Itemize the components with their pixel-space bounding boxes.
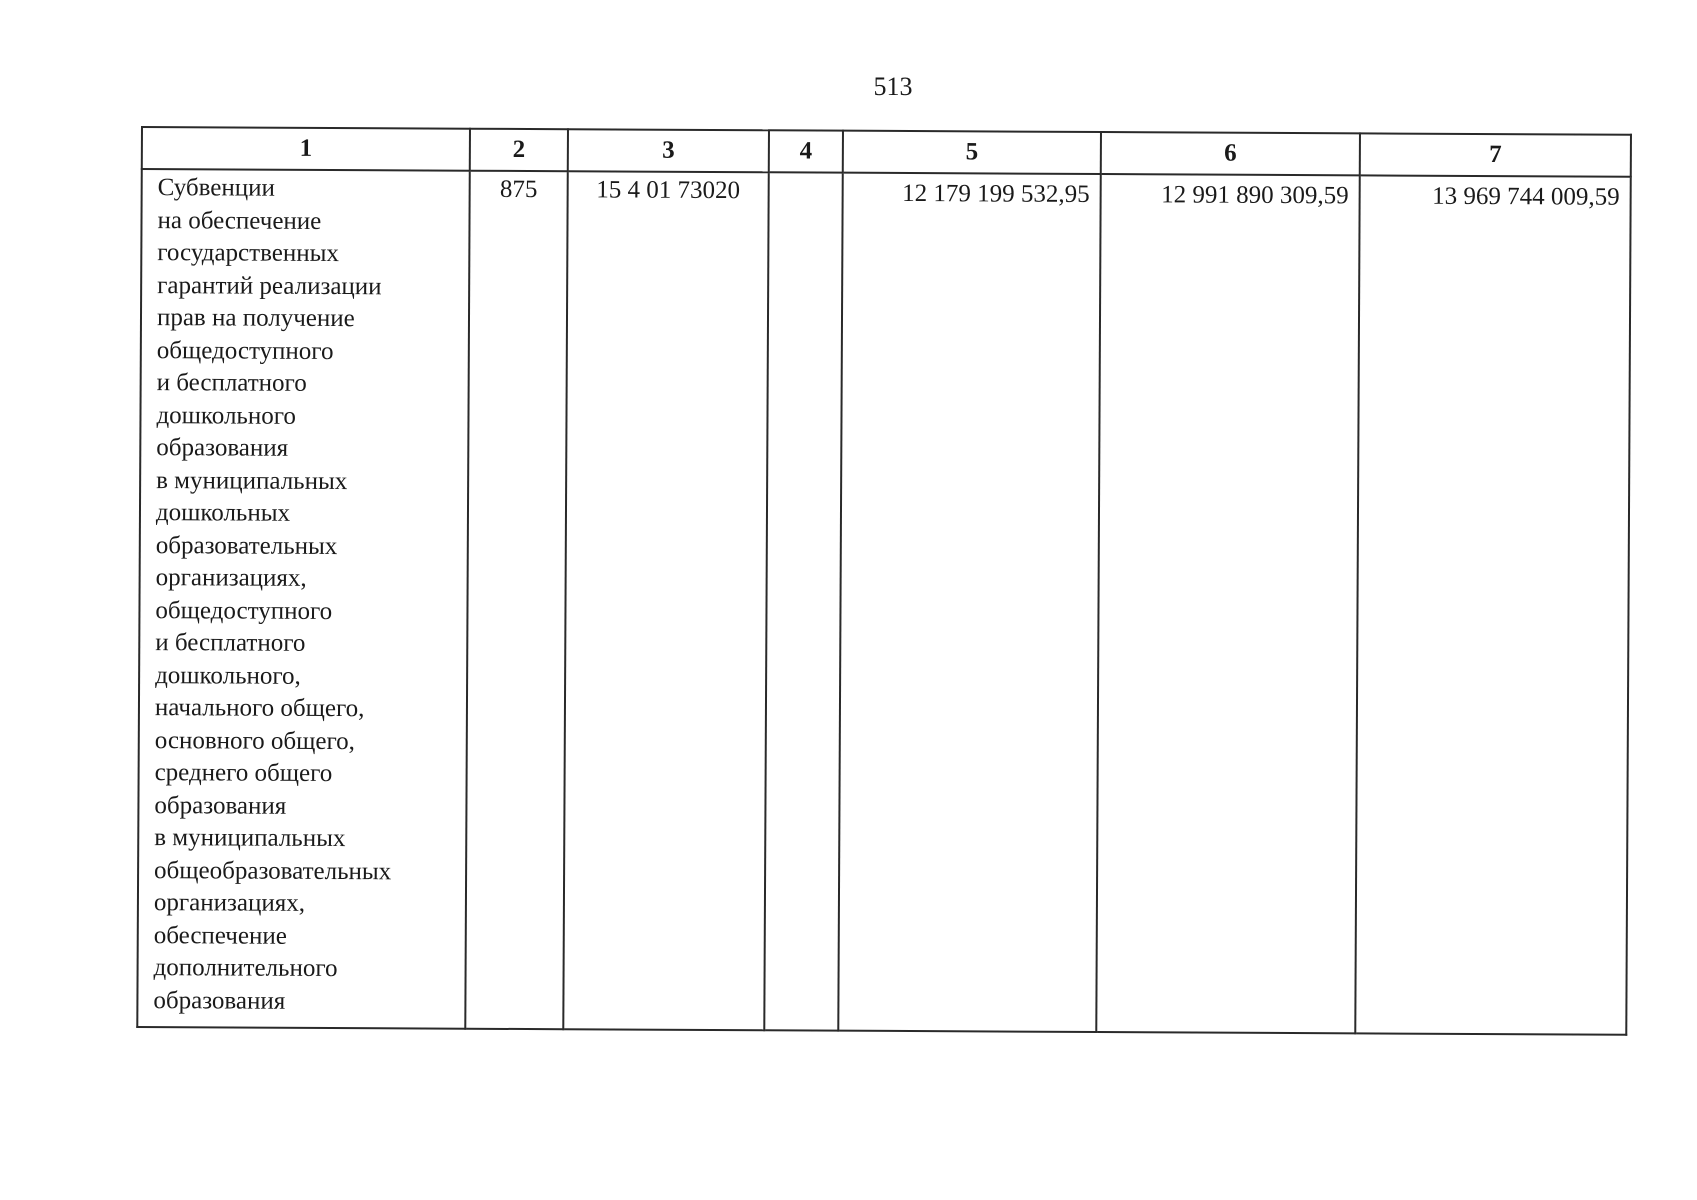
description-line: обеспечение (153, 921, 287, 950)
target-article-cell: 15 4 01 73020 (563, 171, 768, 1030)
amount-cell-col7: 13 969 744 009,59 (1355, 175, 1630, 1034)
ministry-code-cell: 875 (465, 171, 567, 1030)
column-header-6: 6 (1101, 132, 1360, 175)
column-header-7: 7 (1360, 133, 1631, 176)
description-line: образования (156, 434, 289, 462)
description-line: дополнительного (153, 954, 338, 983)
description-line: среднего общего (154, 759, 333, 788)
row-description-cell (137, 169, 469, 1029)
column-header-1: 1 (142, 127, 470, 171)
description-line: Субвенции (157, 174, 275, 202)
description-line: дошкольного (156, 401, 296, 430)
description-line: и бесплатного (155, 629, 306, 657)
description-line: организациях, (153, 889, 306, 917)
description-line: дошкольного, (155, 661, 301, 690)
column-header-5: 5 (843, 131, 1101, 174)
table-row (137, 169, 1630, 1035)
description-line: образовательных (155, 531, 338, 560)
description-line: и бесплатного (156, 369, 307, 397)
amount-cell-col6: 12 991 890 309,59 (1096, 174, 1359, 1033)
column-header-2: 2 (470, 129, 568, 172)
description-line: общедоступного (156, 336, 334, 365)
description-line: в муниципальных (154, 824, 346, 853)
column-header-3: 3 (568, 129, 769, 172)
description-line: образования (154, 791, 287, 820)
description-line: дошкольных (155, 499, 291, 527)
description-line: начального общего, (154, 694, 365, 723)
description-line: на обеспечение (157, 206, 322, 235)
budget-table (136, 126, 1632, 1036)
description-line: основного общего, (154, 726, 355, 755)
column-header-4: 4 (769, 130, 843, 172)
description-line: прав на получение (156, 304, 355, 333)
description-line: государственных (157, 239, 339, 268)
page-number: 513 (873, 72, 913, 101)
description-line: гарантий реализации (157, 271, 382, 300)
description-line: организациях, (155, 564, 307, 592)
description-line: образования (153, 986, 286, 1015)
description-line: в муниципальных (156, 466, 348, 495)
description-line: общеобразовательных (154, 856, 392, 885)
description-line: общедоступного (155, 596, 333, 625)
expense-type-cell (764, 172, 842, 1030)
amount-cell-col5: 12 179 199 532,95 (838, 173, 1100, 1032)
